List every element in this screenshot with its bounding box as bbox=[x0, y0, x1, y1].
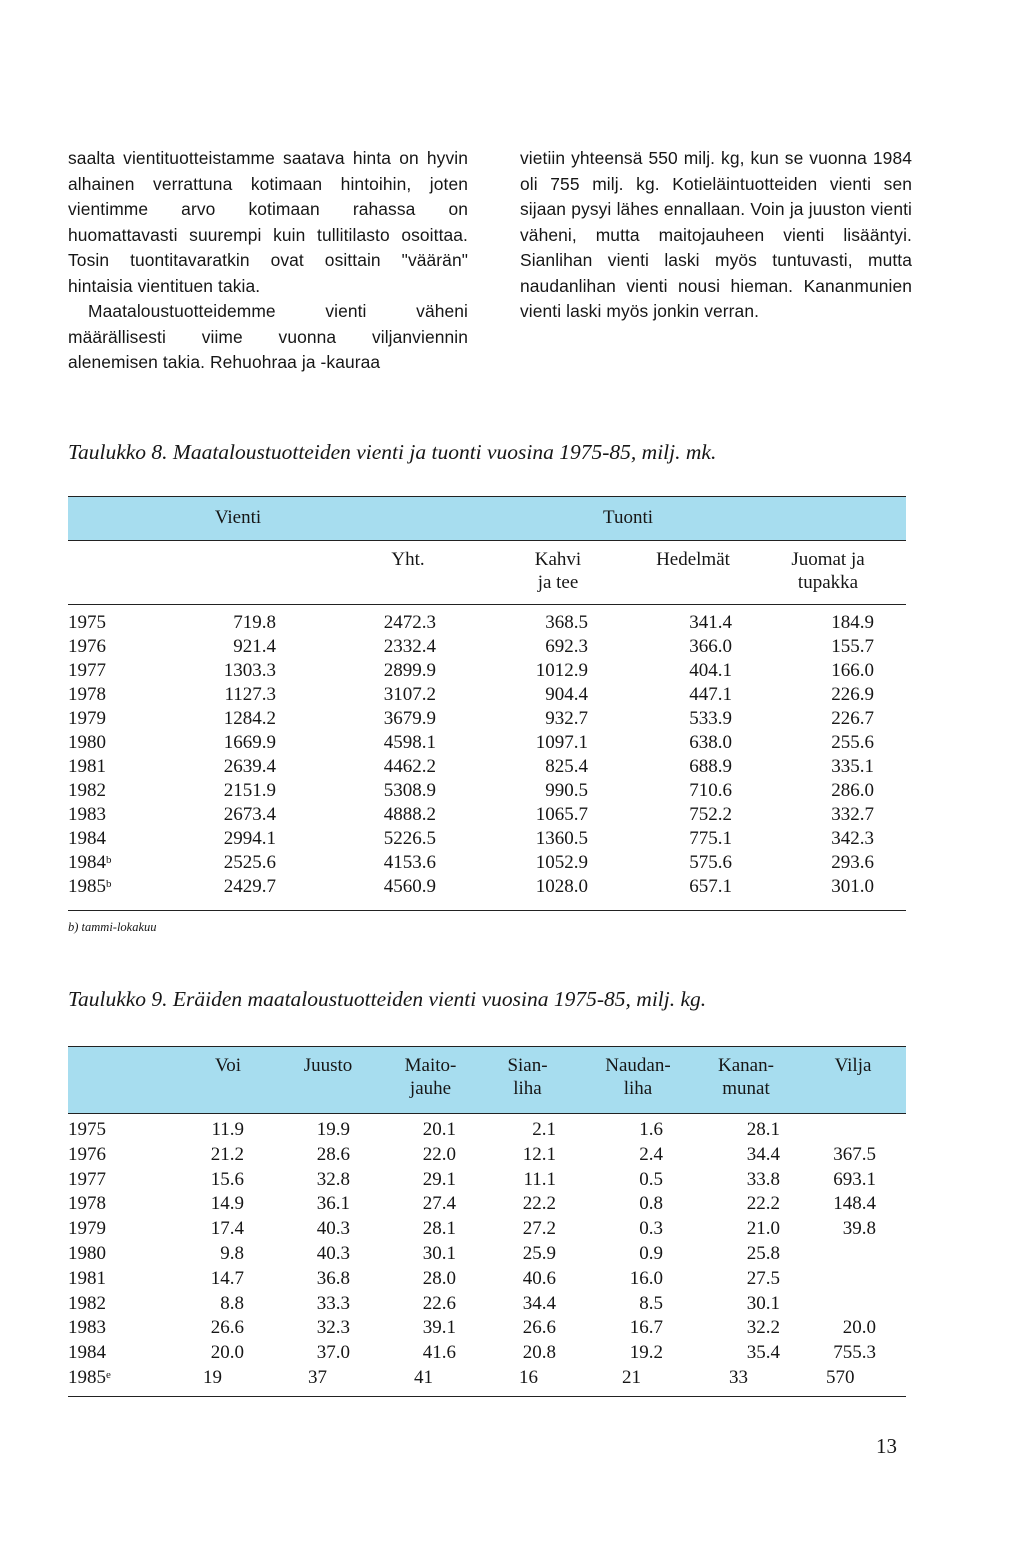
header-voi: Voi bbox=[214, 1055, 242, 1076]
cell-hedelmat: 341.4 bbox=[689, 612, 732, 633]
table9-caption: Taulukko 9. Eräiden maataloustuotteiden vienti vuosina 1975-85, milj. kg. bbox=[68, 987, 707, 1011]
table8-header-rule bbox=[68, 604, 906, 605]
cell-naudan: 1.6 bbox=[639, 1119, 663, 1140]
cell-kanan: 28.1 bbox=[746, 1119, 780, 1140]
year-label: 1985 bbox=[68, 1367, 106, 1388]
cell-voi: 14.7 bbox=[210, 1267, 244, 1289]
cell-kahvi: 932.7 bbox=[545, 708, 588, 729]
cell-maito: 30.1 bbox=[422, 1243, 456, 1264]
cell-kanan: 25.8 bbox=[746, 1243, 780, 1264]
header-kananmunat-2: munat bbox=[722, 1078, 770, 1099]
header-hedelmat: Hedelmät bbox=[656, 549, 730, 570]
text-column-left bbox=[68, 146, 468, 376]
cell-voi: 11.9 bbox=[211, 1119, 244, 1140]
cell-hedelmat: 575.6 bbox=[689, 852, 732, 873]
cell-juusto: 40.3 bbox=[316, 1218, 350, 1240]
cell-kanan: 34.4 bbox=[746, 1143, 780, 1165]
cell-juomat: 155.7 bbox=[831, 636, 874, 657]
cell-sian: 2.1 bbox=[532, 1119, 556, 1140]
header-kahvi: Kahvi bbox=[534, 549, 582, 570]
cell-juomat: 293.6 bbox=[831, 852, 874, 873]
cell-sian: 16 bbox=[519, 1367, 538, 1388]
cell-vilja: 570 bbox=[826, 1367, 855, 1388]
footnote-marker: e bbox=[106, 1369, 111, 1381]
table8 bbox=[68, 496, 906, 916]
cell-kahvi: 692.3 bbox=[545, 636, 588, 657]
paragraph: vietiin yhteensä 550 milj. kg, kun se vuonna 1984 oli 755 milj. kg. Kotieläintuotteiden vienti sen sijaan pysyi lähes ennallaan. Voin ja juuston vienti väheni, mutta maitojauheen vienti lisääntyi. Sianlihan vienti laski myös tuntuvasti, mutta naudanlihan vienti nousi hieman. Kananmunien vienti laski myös jonkin verran. bbox=[520, 148, 912, 321]
cell-voi: 21.2 bbox=[210, 1143, 244, 1165]
cell-sian: 40.6 bbox=[522, 1267, 556, 1289]
header-sianliha-2: liha bbox=[513, 1078, 542, 1099]
cell-juomat: 226.7 bbox=[831, 708, 874, 729]
year-label: 1983 bbox=[68, 804, 106, 825]
header-naudanliha: Naudan- bbox=[605, 1055, 671, 1076]
header-yht: Yht. bbox=[391, 549, 425, 570]
cell-naudan: 8.5 bbox=[639, 1292, 663, 1314]
cell-vienti: 2429.7 bbox=[223, 876, 276, 897]
cell-juomat: 335.1 bbox=[831, 756, 874, 777]
cell-sian: 34.4 bbox=[522, 1292, 556, 1314]
header-maitojauhe: Maito- bbox=[404, 1055, 457, 1076]
cell-vilja: 148.4 bbox=[833, 1193, 876, 1215]
cell-kanan: 22.2 bbox=[746, 1193, 780, 1215]
year-label: 1975 bbox=[68, 612, 106, 633]
cell-juomat: 226.9 bbox=[831, 684, 874, 705]
cell-yht: 4153.6 bbox=[383, 852, 436, 873]
row-year bbox=[68, 1366, 111, 1390]
cell-maito: 22.0 bbox=[422, 1143, 456, 1165]
cell-yht: 5226.5 bbox=[383, 828, 436, 849]
year-label: 1977 bbox=[68, 660, 106, 681]
cell-maito: 28.1 bbox=[422, 1218, 456, 1240]
cell-vienti: 921.4 bbox=[233, 636, 276, 657]
cell-hedelmat: 533.9 bbox=[689, 708, 732, 729]
cell-hedelmat: 688.9 bbox=[689, 756, 732, 777]
cell-yht: 5308.9 bbox=[383, 780, 436, 801]
cell-hedelmat: 775.1 bbox=[689, 828, 732, 849]
cell-voi: 19 bbox=[203, 1367, 222, 1388]
table8-footnote: b) tammi-lokakuu bbox=[68, 920, 157, 934]
cell-vienti: 1127.3 bbox=[224, 684, 276, 705]
cell-sian: 25.9 bbox=[522, 1243, 556, 1264]
cell-vienti: 719.8 bbox=[233, 612, 276, 633]
cell-juomat: 286.0 bbox=[831, 780, 874, 801]
cell-juusto: 37 bbox=[308, 1367, 327, 1388]
cell-yht: 3107.2 bbox=[383, 684, 436, 705]
cell-juusto: 40.3 bbox=[316, 1243, 350, 1264]
cell-vilja: 39.8 bbox=[842, 1218, 876, 1240]
year-label: 1983 bbox=[68, 1317, 106, 1339]
cell-naudan: 19.2 bbox=[629, 1342, 663, 1364]
cell-kahvi: 1028.0 bbox=[535, 876, 588, 897]
cell-hedelmat: 752.2 bbox=[689, 804, 732, 825]
cell-kahvi: 1097.1 bbox=[535, 732, 588, 753]
cell-juomat: 255.6 bbox=[831, 732, 874, 753]
table9 bbox=[68, 1046, 906, 1406]
cell-maito: 27.4 bbox=[422, 1193, 456, 1215]
cell-naudan: 0.3 bbox=[639, 1218, 663, 1240]
cell-vienti: 1669.9 bbox=[223, 732, 276, 753]
cell-yht: 4888.2 bbox=[383, 804, 436, 825]
cell-kahvi: 1012.9 bbox=[535, 660, 588, 681]
cell-voi: 17.4 bbox=[210, 1218, 244, 1240]
header-kananmunat: Kanan- bbox=[718, 1055, 774, 1076]
cell-kahvi: 1052.9 bbox=[535, 852, 588, 873]
cell-juusto: 36.8 bbox=[316, 1267, 350, 1289]
cell-juusto: 19.9 bbox=[316, 1119, 350, 1140]
cell-maito: 41 bbox=[414, 1367, 433, 1388]
cell-kanan: 33 bbox=[729, 1367, 748, 1388]
year-label: 1984 bbox=[68, 1342, 106, 1364]
cell-kahvi: 825.4 bbox=[545, 756, 588, 777]
year-label: 1980 bbox=[68, 732, 106, 753]
cell-kahvi: 904.4 bbox=[545, 684, 588, 705]
cell-vienti: 1284.2 bbox=[223, 708, 276, 729]
year-label: 1978 bbox=[68, 684, 106, 705]
cell-sian: 11.1 bbox=[523, 1168, 556, 1190]
cell-sian: 22.2 bbox=[522, 1193, 556, 1215]
year-label: 1979 bbox=[68, 1218, 106, 1240]
year-label: 1980 bbox=[68, 1243, 106, 1264]
cell-juusto: 28.6 bbox=[316, 1143, 350, 1165]
year-label: 1981 bbox=[68, 1267, 106, 1289]
cell-kahvi: 368.5 bbox=[545, 612, 588, 633]
cell-vilja: 367.5 bbox=[833, 1143, 876, 1165]
header-naudanliha-2: liha bbox=[623, 1078, 653, 1099]
paragraph: saalta vientituotteistamme saatava hinta on hyvin alhainen verrattuna kotimaan hintoihin, joten vientimme arvo kotimaan rahassa on huomattavasti suurempi kuin tullitilasto osoittaa. Tosin tuontitavaratkin ovat osittain "väärän" hintaisia vientituen takia. bbox=[68, 148, 468, 296]
cell-kanan: 32.2 bbox=[746, 1317, 780, 1339]
year-label: 1979 bbox=[68, 708, 106, 729]
cell-maito: 22.6 bbox=[422, 1292, 456, 1314]
cell-vienti: 2639.4 bbox=[223, 756, 276, 777]
cell-sian: 27.2 bbox=[522, 1218, 556, 1240]
cell-naudan: 0.9 bbox=[639, 1243, 663, 1264]
cell-voi: 8.8 bbox=[220, 1292, 244, 1314]
cell-juusto: 33.3 bbox=[316, 1292, 350, 1314]
cell-kahvi: 1360.5 bbox=[535, 828, 588, 849]
year-label: 1975 bbox=[68, 1119, 106, 1140]
cell-naudan: 16.7 bbox=[629, 1317, 663, 1339]
header-vilja: Vilja bbox=[834, 1055, 872, 1076]
cell-juusto: 32.8 bbox=[316, 1168, 350, 1190]
header-juusto: Juusto bbox=[303, 1055, 353, 1076]
year-label: 1982 bbox=[68, 780, 106, 801]
cell-yht: 4598.1 bbox=[383, 732, 436, 753]
cell-yht: 2472.3 bbox=[383, 612, 436, 633]
footnote-marker: b bbox=[106, 878, 112, 890]
cell-yht: 2332.4 bbox=[383, 636, 436, 657]
table9-bottom-rule bbox=[68, 1396, 906, 1397]
cell-juomat: 301.0 bbox=[831, 876, 874, 897]
cell-naudan: 16.0 bbox=[629, 1267, 663, 1289]
cell-maito: 28.0 bbox=[422, 1267, 456, 1289]
cell-vienti: 2525.6 bbox=[223, 852, 276, 873]
cell-juomat: 166.0 bbox=[831, 660, 874, 681]
footnote-marker: b bbox=[106, 854, 112, 866]
cell-vienti: 2151.9 bbox=[223, 780, 276, 801]
cell-hedelmat: 404.1 bbox=[689, 660, 732, 681]
cell-vienti: 2673.4 bbox=[223, 804, 276, 825]
cell-naudan: 0.8 bbox=[639, 1193, 663, 1215]
cell-kanan: 27.5 bbox=[746, 1267, 780, 1289]
year-label: 1984 bbox=[68, 852, 106, 873]
cell-voi: 26.6 bbox=[210, 1317, 244, 1339]
cell-hedelmat: 638.0 bbox=[689, 732, 732, 753]
cell-juusto: 36.1 bbox=[316, 1193, 350, 1215]
table8-caption: Taulukko 8. Maataloustuotteiden vienti ja tuonti vuosina 1975-85, milj. mk. bbox=[68, 440, 717, 464]
cell-vilja: 693.1 bbox=[833, 1168, 876, 1190]
header-sianliha: Sian- bbox=[507, 1055, 548, 1076]
header-kahvi-2: ja tee bbox=[537, 572, 579, 593]
cell-vilja: 755.3 bbox=[833, 1342, 876, 1364]
cell-juomat: 342.3 bbox=[831, 828, 874, 849]
cell-kanan: 21.0 bbox=[746, 1218, 780, 1240]
cell-sian: 26.6 bbox=[522, 1317, 556, 1339]
cell-maito: 41.6 bbox=[422, 1342, 456, 1364]
table8-bottom-rule bbox=[68, 910, 906, 911]
cell-vilja: 20.0 bbox=[842, 1317, 876, 1339]
cell-voi: 20.0 bbox=[210, 1342, 244, 1364]
cell-kanan: 35.4 bbox=[746, 1342, 780, 1364]
cell-juusto: 32.3 bbox=[316, 1317, 350, 1339]
cell-yht: 3679.9 bbox=[383, 708, 436, 729]
cell-naudan: 21 bbox=[622, 1367, 641, 1388]
header-juomat: Juomat ja bbox=[791, 549, 865, 570]
page-number: 13 bbox=[876, 1434, 897, 1458]
cell-juomat: 332.7 bbox=[831, 804, 874, 825]
cell-naudan: 2.4 bbox=[639, 1143, 663, 1165]
header-maitojauhe-2: jauhe bbox=[409, 1078, 452, 1099]
year-label: 1981 bbox=[68, 756, 106, 777]
paragraph: Maataloustuotteidemme vienti väheni määrällisesti viime vuonna viljanviennin alenemisen takia. Rehuohraa ja -kauraa bbox=[68, 301, 468, 372]
year-label: 1976 bbox=[68, 636, 106, 657]
cell-juomat: 184.9 bbox=[831, 612, 874, 633]
cell-maito: 39.1 bbox=[422, 1317, 456, 1339]
cell-kanan: 30.1 bbox=[746, 1292, 780, 1314]
year-label: 1977 bbox=[68, 1168, 106, 1190]
cell-voi: 14.9 bbox=[210, 1193, 244, 1215]
cell-kanan: 33.8 bbox=[746, 1168, 780, 1190]
cell-vienti: 1303.3 bbox=[223, 660, 276, 681]
cell-yht: 4560.9 bbox=[383, 876, 436, 897]
cell-voi: 9.8 bbox=[220, 1243, 244, 1264]
cell-juusto: 37.0 bbox=[316, 1342, 350, 1364]
cell-maito: 20.1 bbox=[422, 1119, 456, 1140]
header-tuonti: Tuonti bbox=[603, 507, 653, 528]
cell-yht: 2899.9 bbox=[383, 660, 436, 681]
cell-yht: 4462.2 bbox=[383, 756, 436, 777]
cell-hedelmat: 710.6 bbox=[689, 780, 732, 801]
cell-naudan: 0.5 bbox=[639, 1168, 663, 1190]
year-label: 1984 bbox=[68, 828, 106, 849]
cell-hedelmat: 366.0 bbox=[689, 636, 732, 657]
cell-hedelmat: 447.1 bbox=[689, 684, 732, 705]
year-label: 1978 bbox=[68, 1193, 106, 1215]
header-juomat-2: tupakka bbox=[797, 572, 859, 593]
cell-kahvi: 990.5 bbox=[545, 780, 588, 801]
cell-maito: 29.1 bbox=[422, 1168, 456, 1190]
cell-vienti: 2994.1 bbox=[223, 828, 276, 849]
cell-sian: 20.8 bbox=[522, 1342, 556, 1364]
cell-sian: 12.1 bbox=[522, 1143, 556, 1165]
header-vienti: Vienti bbox=[214, 507, 262, 528]
year-label: 1982 bbox=[68, 1292, 106, 1314]
cell-kahvi: 1065.7 bbox=[535, 804, 588, 825]
cell-hedelmat: 657.1 bbox=[689, 876, 732, 897]
cell-voi: 15.6 bbox=[210, 1168, 244, 1190]
year-label: 1985 bbox=[68, 876, 106, 897]
year-label: 1976 bbox=[68, 1143, 106, 1165]
text-column-right bbox=[520, 146, 912, 325]
